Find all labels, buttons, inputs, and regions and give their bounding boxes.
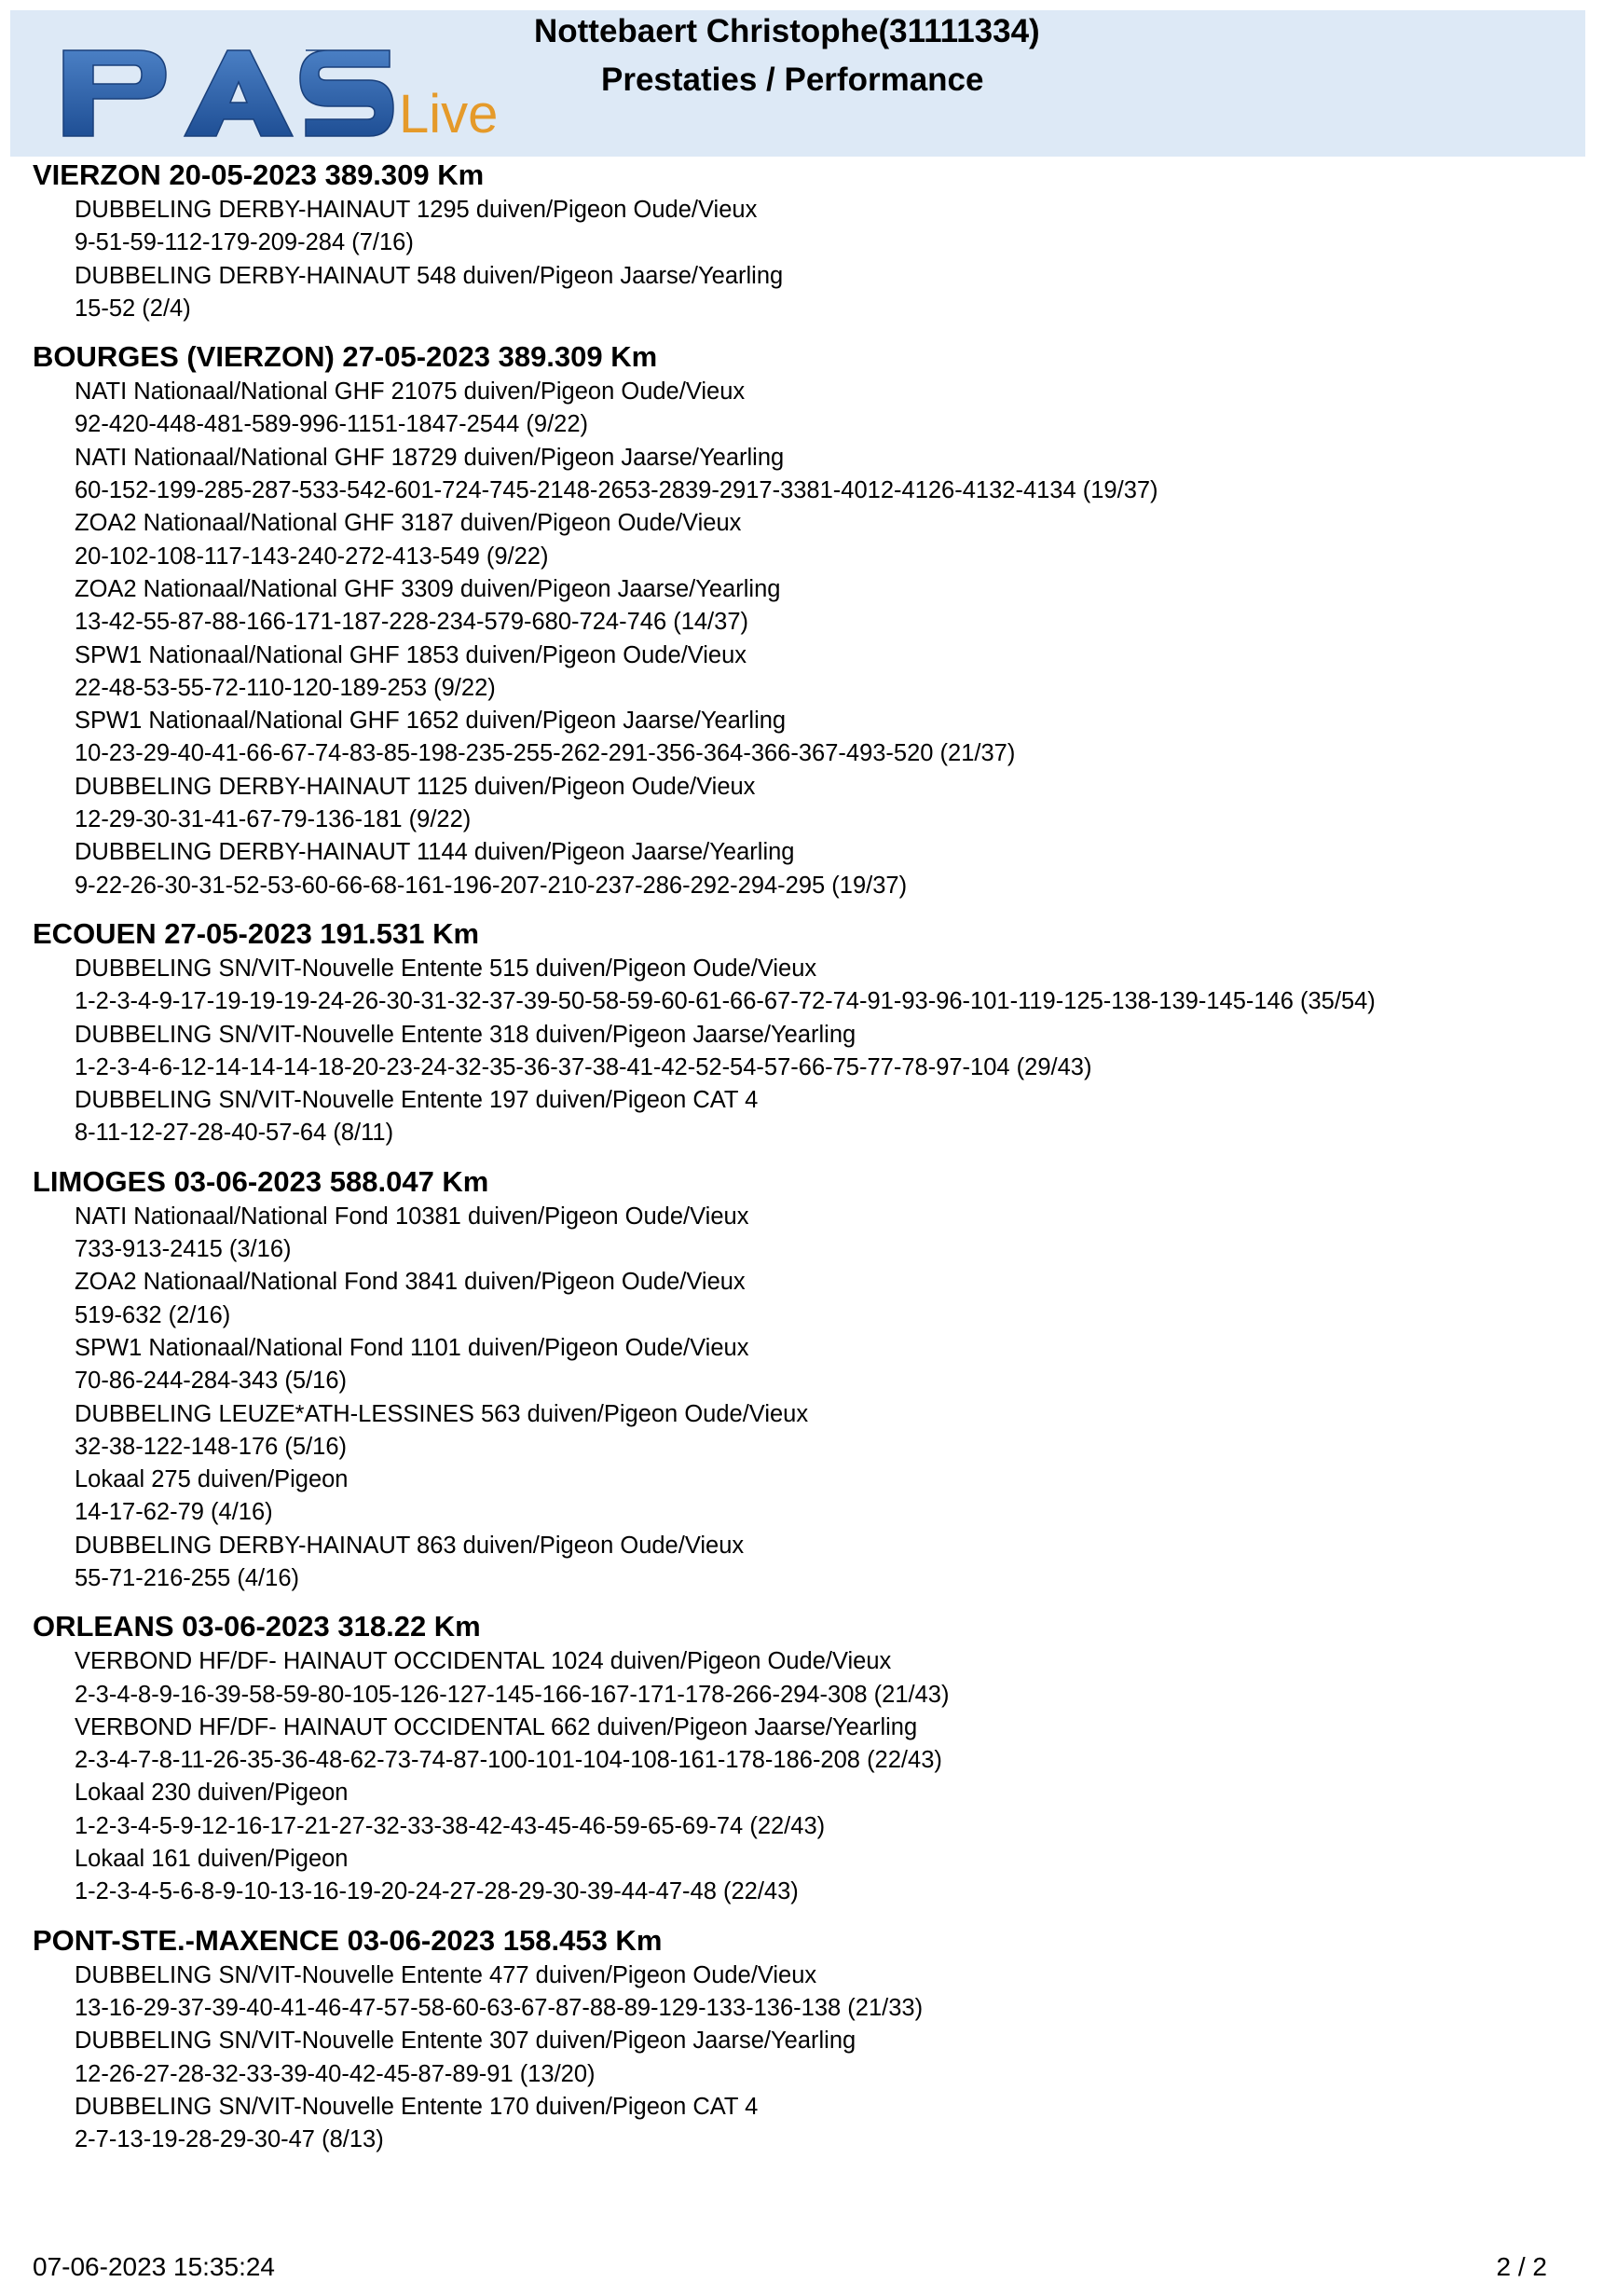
- race-title: BOURGES (VIERZON) 27-05-2023 389.309 Km: [33, 340, 658, 374]
- result-positions: 12-26-27-28-32-33-39-40-42-45-87-89-91 (13/20): [75, 2060, 596, 2087]
- result-category: Lokaal 275 duiven/Pigeon: [75, 1466, 349, 1493]
- result-category: DUBBELING SN/VIT-Nouvelle Entente 515 duiven/Pigeon Oude/Vieux: [75, 955, 817, 982]
- result-category: DUBBELING DERBY-HAINAUT 1125 duiven/Pigeon Oude/Vieux: [75, 773, 756, 800]
- result-positions: 14-17-62-79 (4/16): [75, 1499, 273, 1526]
- result-positions: 2-3-4-8-9-16-39-58-59-80-105-126-127-145-166-167-171-178-266-294-308 (21/43): [75, 1681, 950, 1708]
- result-category: DUBBELING SN/VIT-Nouvelle Entente 477 duiven/Pigeon Oude/Vieux: [75, 1961, 817, 1988]
- result-category: ZOA2 Nationaal/National Fond 3841 duiven/Pigeon Oude/Vieux: [75, 1269, 746, 1296]
- result-positions: 60-152-199-285-287-533-542-601-724-745-2148-2653-2839-2917-3381-4012-4126-4132-4134 (19/37): [75, 477, 1158, 504]
- result-category: ZOA2 Nationaal/National GHF 3309 duiven/Pigeon Jaarse/Yearling: [75, 575, 781, 602]
- race-title: VIERZON 20-05-2023 389.309 Km: [33, 158, 485, 191]
- result-category: DUBBELING LEUZE*ATH-LESSINES 563 duiven/Pigeon Oude/Vieux: [75, 1400, 809, 1427]
- result-positions: 8-11-12-27-28-40-57-64 (8/11): [75, 1120, 394, 1147]
- race-section: [33, 157, 1589, 325]
- result-category: DUBBELING DERBY-HAINAUT 863 duiven/Pigeon Oude/Vieux: [75, 1532, 745, 1559]
- result-category: VERBOND HF/DF- HAINAUT OCCIDENTAL 1024 duiven/Pigeon Oude/Vieux: [75, 1648, 892, 1675]
- result-positions: 1-2-3-4-5-6-8-9-10-13-16-19-20-24-27-28-29-30-39-44-47-48 (22/43): [75, 1878, 799, 1905]
- result-positions: 15-52 (2/4): [75, 295, 191, 322]
- race-list: [33, 157, 1589, 2169]
- result-positions: 519-632 (2/16): [75, 1301, 231, 1328]
- result-category: NATI Nationaal/National GHF 18729 duiven/Pigeon Jaarse/Yearling: [75, 444, 785, 471]
- result-category: DUBBELING SN/VIT-Nouvelle Entente 170 duiven/Pigeon CAT 4: [75, 2093, 759, 2120]
- result-category: NATI Nationaal/National Fond 10381 duiven/Pigeon Oude/Vieux: [75, 1203, 749, 1230]
- result-positions: 2-7-13-19-28-29-30-47 (8/13): [75, 2126, 384, 2153]
- result-positions: 2-3-4-7-8-11-26-35-36-48-62-73-74-87-100-101-104-108-161-178-186-208 (22/43): [75, 1747, 942, 1774]
- result-category: DUBBELING SN/VIT-Nouvelle Entente 318 duiven/Pigeon Jaarse/Yearling: [75, 1021, 856, 1048]
- result-category: DUBBELING DERBY-HAINAUT 1144 duiven/Pigeon Jaarse/Yearling: [75, 839, 795, 866]
- result-category: SPW1 Nationaal/National GHF 1853 duiven/Pigeon Oude/Vieux: [75, 641, 747, 668]
- result-category: DUBBELING DERBY-HAINAUT 1295 duiven/Pigeon Oude/Vieux: [75, 197, 758, 223]
- page-number: 2 / 2: [1496, 2252, 1547, 2281]
- result-positions: 13-42-55-87-88-166-171-187-228-234-579-680-724-746 (14/37): [75, 609, 749, 636]
- header-subtitle: Prestaties / Performance: [601, 62, 984, 98]
- race-title: ORLEANS 03-06-2023 318.22 Km: [33, 1610, 481, 1643]
- result-positions: 1-2-3-4-6-12-14-14-14-18-20-23-24-32-35-36-37-38-41-42-52-54-57-66-75-77-78-97-104 (29/43): [75, 1053, 1092, 1080]
- result-positions: 32-38-122-148-176 (5/16): [75, 1433, 348, 1460]
- result-positions: 1-2-3-4-5-9-12-16-17-21-27-32-33-38-42-43-45-46-59-65-69-74 (22/43): [75, 1812, 826, 1839]
- result-positions: 12-29-30-31-41-67-79-136-181 (9/22): [75, 806, 472, 833]
- result-positions: 9-51-59-112-179-209-284 (7/16): [75, 229, 414, 256]
- svg-text:Live: Live: [399, 84, 499, 144]
- result-positions: 733-913-2415 (3/16): [75, 1236, 292, 1263]
- race-title: LIMOGES 03-06-2023 588.047 Km: [33, 1164, 489, 1198]
- result-category: NATI Nationaal/National GHF 21075 duiven/Pigeon Oude/Vieux: [75, 378, 746, 406]
- result-positions: 13-16-29-37-39-40-41-46-47-57-58-60-63-67-87-88-89-129-133-136-138 (21/33): [75, 1994, 924, 2021]
- race-title: PONT-STE.-MAXENCE 03-06-2023 158.453 Km: [33, 1923, 663, 1957]
- result-positions: 92-420-448-481-589-996-1151-1847-2544 (9/22): [75, 411, 589, 438]
- result-category: ZOA2 Nationaal/National GHF 3187 duiven/Pigeon Oude/Vieux: [75, 510, 742, 537]
- result-positions: 1-2-3-4-9-17-19-19-19-24-26-30-31-32-37-39-50-58-59-60-61-66-67-72-74-91-93-96-101-119-125-138-139-145-146 (35/54): [75, 988, 1376, 1015]
- result-category: Lokaal 230 duiven/Pigeon: [75, 1780, 349, 1807]
- race-section: [33, 1163, 1589, 1596]
- race-section: [33, 1608, 1589, 1908]
- result-positions: 20-102-108-117-143-240-272-413-549 (9/22): [75, 543, 549, 570]
- result-category: SPW1 Nationaal/National Fond 1101 duiven/Pigeon Oude/Vieux: [75, 1334, 749, 1361]
- result-category: Lokaal 161 duiven/Pigeon: [75, 1846, 349, 1873]
- header-title: Nottebaert Christophe(31111334): [534, 13, 1040, 49]
- result-category: DUBBELING SN/VIT-Nouvelle Entente 307 duiven/Pigeon Jaarse/Yearling: [75, 2028, 856, 2055]
- result-category: DUBBELING DERBY-HAINAUT 548 duiven/Pigeon Jaarse/Yearling: [75, 262, 784, 289]
- race-section: [33, 1922, 1589, 2157]
- result-positions: 9-22-26-30-31-52-53-60-66-68-161-196-207-210-237-286-292-294-295 (19/37): [75, 872, 908, 899]
- result-positions: 55-71-216-255 (4/16): [75, 1564, 299, 1591]
- result-category: DUBBELING SN/VIT-Nouvelle Entente 197 duiven/Pigeon CAT 4: [75, 1087, 759, 1114]
- race-section: [33, 338, 1589, 902]
- race-section: [33, 915, 1589, 1150]
- result-category: SPW1 Nationaal/National GHF 1652 duiven/Pigeon Jaarse/Yearling: [75, 708, 787, 735]
- result-positions: 22-48-53-55-72-110-120-189-253 (9/22): [75, 674, 496, 701]
- paslive-logo: [62, 43, 509, 145]
- race-title: ECOUEN 27-05-2023 191.531 Km: [33, 916, 480, 950]
- result-positions: 10-23-29-40-41-66-67-74-83-85-198-235-255-262-291-356-364-366-367-493-520 (21/37): [75, 740, 1016, 767]
- result-positions: 70-86-244-284-343 (5/16): [75, 1368, 348, 1395]
- print-timestamp: 07-06-2023 15:35:24: [33, 2252, 275, 2281]
- result-category: VERBOND HF/DF- HAINAUT OCCIDENTAL 662 duiven/Pigeon Jaarse/Yearling: [75, 1713, 918, 1740]
